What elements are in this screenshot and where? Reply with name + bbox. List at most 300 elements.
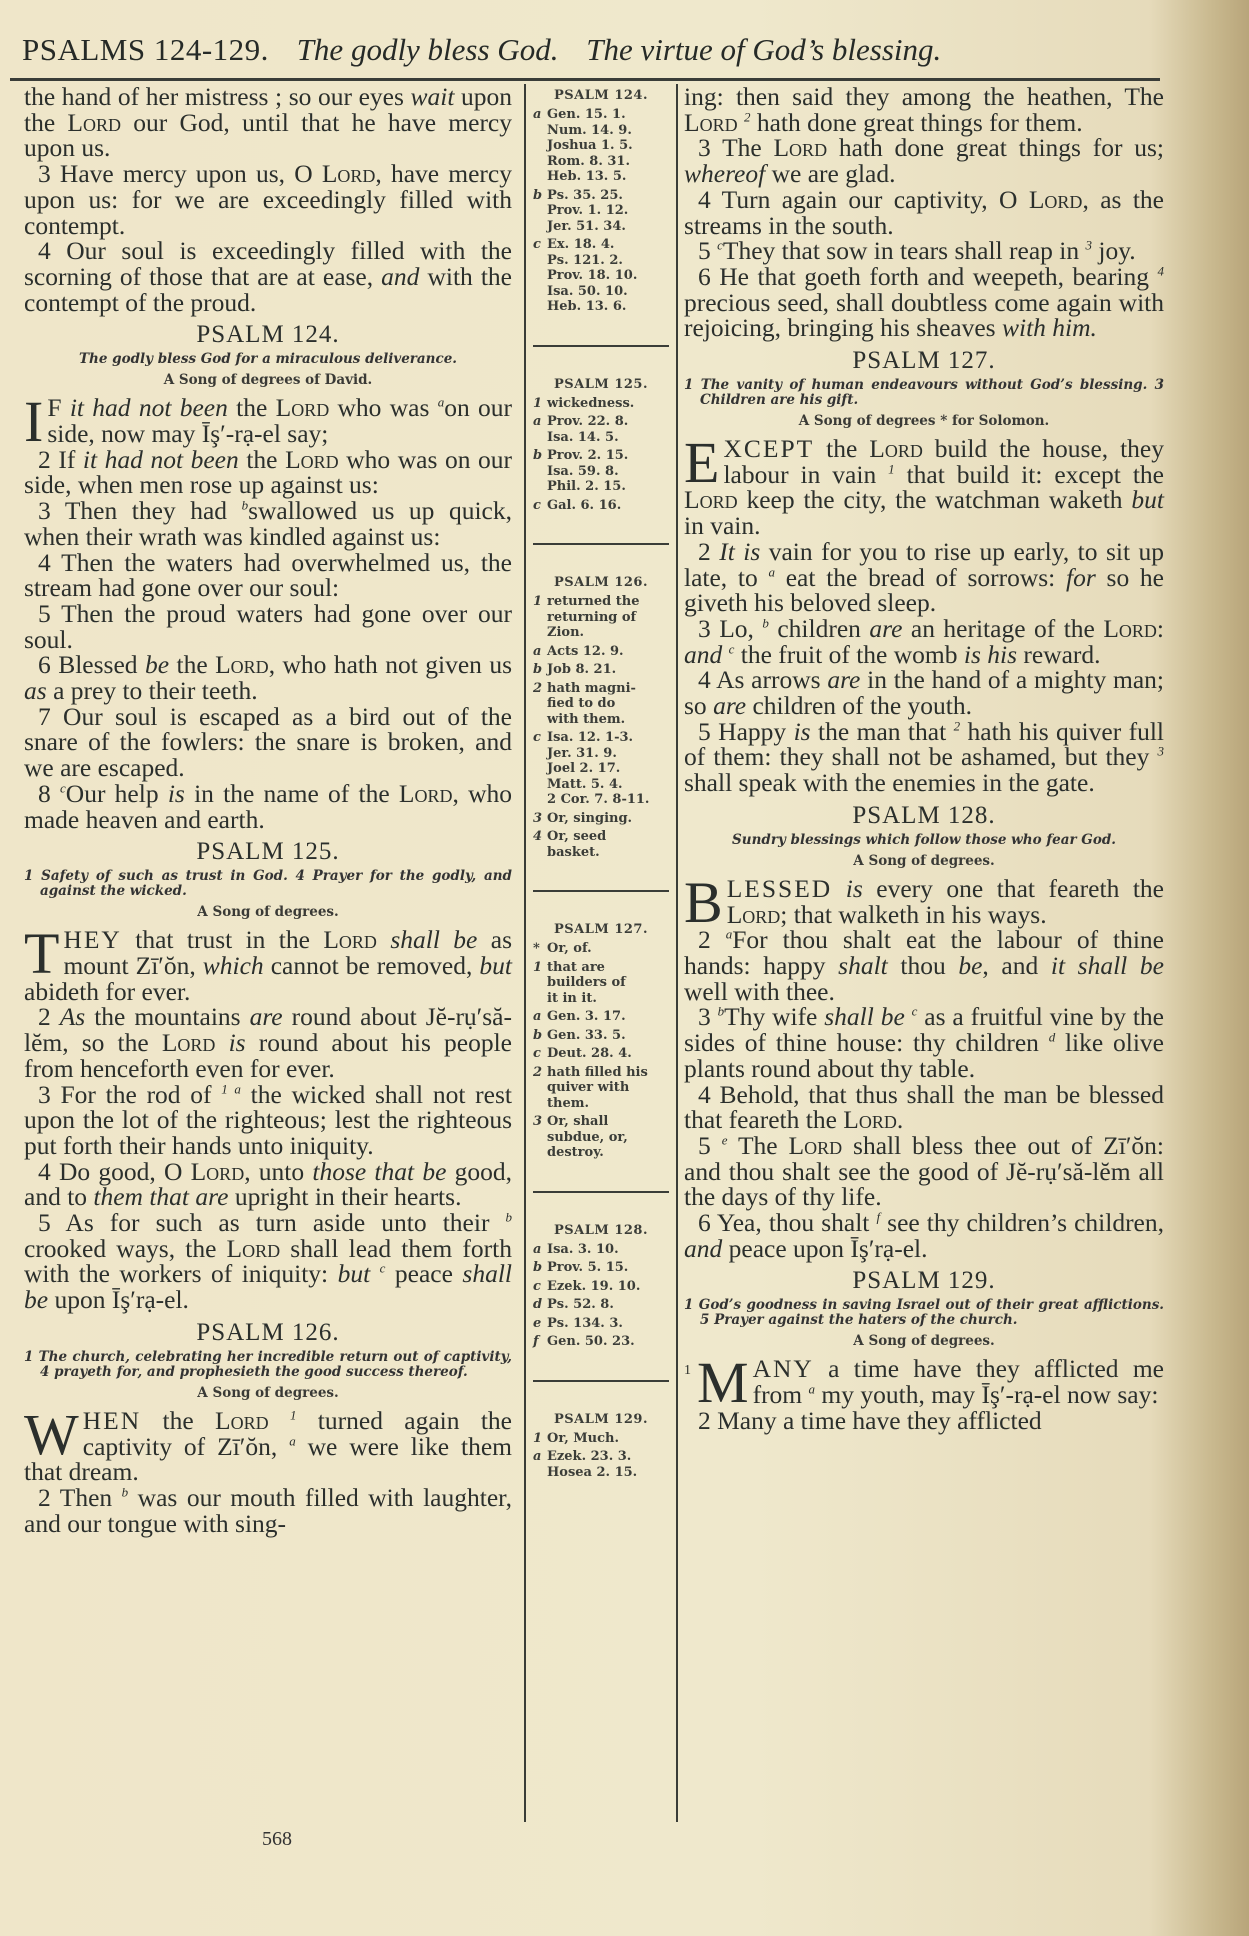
reference-line: quiver with <box>547 1080 630 1095</box>
psalm-summary: The godly bless God for a miraculous deliverance. <box>79 351 457 368</box>
text-run: hath done great things for them. <box>750 107 1083 137</box>
reference-line: basket. <box>547 844 600 860</box>
reference-item <box>533 1449 669 1480</box>
reference-line: Ps. 52. 8. <box>547 1297 614 1312</box>
text-run: hath done great things for us; <box>827 133 1164 163</box>
reference-line: hath filled his <box>547 1064 648 1080</box>
italic-text: and <box>684 1233 723 1263</box>
text-run: upon the <box>24 82 513 137</box>
verse: 5 Then the proud waters had gone over our soul. <box>24 598 512 654</box>
reference-item <box>533 1431 669 1447</box>
reference-key: a <box>533 643 542 659</box>
psalm-summary: 1 Safety of such as trust in God. 4 Prayer for the godly, and against the wicked. <box>24 868 512 900</box>
text-run: thou <box>887 950 959 980</box>
verse <box>24 778 513 834</box>
text-run: as a fruitful vine by the sides of thine house: thy children <box>684 1002 1164 1058</box>
italic-text: shall be <box>390 925 478 955</box>
reference-line: Heb. 13. 5. <box>547 169 627 184</box>
verse <box>684 869 1165 935</box>
cross-reference-column <box>533 88 669 1483</box>
reference-line: 2 Cor. 7. 8-11. <box>547 792 650 807</box>
psalm-title: PSALM 126. <box>196 1318 340 1346</box>
text-run: every one that feareth the <box>862 873 1165 903</box>
text-run: 5 <box>698 236 718 266</box>
reference-line: Isa. 14. 5. <box>547 429 619 445</box>
reference-marker: a <box>725 926 733 942</box>
verse-number: 1 <box>684 1363 691 1379</box>
reference-key: c <box>533 730 541 745</box>
reference-item <box>533 941 669 957</box>
italic-text: shall be <box>824 1002 905 1032</box>
verse <box>24 1079 513 1160</box>
text-run: The <box>727 1130 789 1160</box>
reference-key: d <box>533 1297 543 1312</box>
text-run: , as the streams in the south. <box>684 184 1164 240</box>
verse: 7 Our soul is escaped as a bird out of the snare of the fowlers: the snare is broken, and we are escaped. <box>24 701 512 783</box>
reference-item <box>533 396 669 412</box>
italic-text: which <box>202 950 264 980</box>
text-run: Lord <box>321 159 376 189</box>
reference-key: 1 <box>533 594 543 609</box>
reference-marker: b <box>121 1484 129 1500</box>
reference-divider <box>533 890 669 892</box>
reference-line: Gal. 6. 16. <box>547 497 622 513</box>
text-run: good, and to <box>24 1156 512 1212</box>
italic-text: is <box>167 778 185 808</box>
text-run: shall lead them forth with the workers of iniquity: <box>24 1233 512 1289</box>
text-run: my youth, may Īş′-rạ-el now say: <box>815 1380 1159 1410</box>
italic-text: and <box>684 639 723 669</box>
reference-key: b <box>533 1260 543 1275</box>
page-number: 568 <box>262 1828 292 1850</box>
reference-item <box>533 237 669 315</box>
psalm-title: PSALM 127. <box>852 347 996 375</box>
reference-divider <box>533 1191 669 1193</box>
reference-line: them. <box>547 1095 590 1111</box>
text-run: Lord <box>67 107 122 137</box>
text-run: swallowed us up quick, when their wrath was kindled against us: <box>24 496 512 551</box>
text-run: ing: then said they among the heathen, The <box>684 82 1164 111</box>
verse <box>24 1482 512 1538</box>
text-run: ANY <box>752 1354 814 1384</box>
reference-line: Joshua 1. 5. <box>547 138 633 153</box>
italic-text: shalt <box>838 950 888 980</box>
verse <box>24 389 512 455</box>
italic-text: is his <box>963 639 1018 669</box>
italic-text: are <box>249 1002 283 1032</box>
running-head-reference: PSALMS 124-129. <box>22 32 269 67</box>
text-run: turned again the captivity of Zī′ŏn, <box>82 1405 512 1461</box>
reference-marker: 2 <box>743 109 751 125</box>
reference-item <box>533 644 669 660</box>
verse <box>684 716 1165 798</box>
reference-key: c <box>533 1046 541 1061</box>
italic-text: but <box>337 1259 371 1289</box>
reference-line: Rom. 8. 31. <box>547 153 630 169</box>
text-run: Lord <box>869 434 923 464</box>
reference-item <box>533 1334 669 1350</box>
reference-line: Joel 2. 17. <box>547 761 621 776</box>
italic-text: As <box>59 1002 86 1032</box>
text-run: keep the city, the watchman waketh <box>737 485 1132 515</box>
text-run: that trust in the <box>121 925 324 955</box>
text-run: cannot be removed, <box>263 950 480 980</box>
text-run: , have mercy upon us: for we are exceedingly filled with contempt. <box>24 159 512 240</box>
verse <box>684 665 1164 721</box>
text-run: F <box>47 393 70 423</box>
reference-key: 3 <box>533 1114 543 1129</box>
reference-line: Isa. 12. 1-3. <box>547 730 634 745</box>
verse <box>684 1350 1164 1416</box>
reference-item <box>533 188 669 235</box>
text-run: well with thee. <box>684 976 835 1006</box>
reference-block <box>533 377 669 514</box>
reference-item <box>533 1242 669 1258</box>
reference-item <box>533 811 669 827</box>
right-text-column <box>684 84 1164 1434</box>
reference-block <box>533 922 669 1161</box>
reference-key: 1 <box>533 395 543 411</box>
text-run: our God, until that he have mercy upon us. <box>24 107 512 163</box>
verse <box>24 921 512 1006</box>
reference-block <box>533 1412 669 1481</box>
reference-line: fied to do <box>547 696 616 711</box>
reference-line: wickedness. <box>547 395 635 411</box>
text-run: Lord <box>684 107 738 137</box>
italic-text: be <box>958 950 983 980</box>
reference-line: Heb. 13. 6. <box>547 299 627 314</box>
reference-line: Zion. <box>547 625 585 640</box>
reference-item <box>533 107 669 185</box>
reference-line: Or, singing. <box>547 810 633 826</box>
text-run: Lord <box>1103 613 1157 643</box>
reference-item <box>533 1260 669 1276</box>
reference-marker: 4 <box>1157 263 1164 279</box>
text-run: with the contempt of the proud. <box>24 261 512 317</box>
text-run: like olive plants round about thy table. <box>684 1028 1164 1083</box>
text-run: so he giveth his beloved sleep. <box>684 562 1165 618</box>
reference-heading: PSALM 124. <box>554 88 648 103</box>
text-run: HEN <box>82 1405 142 1435</box>
verse <box>684 238 1164 264</box>
psalm-summary: 1 The vanity of human endeavours without God’s blessing. 3 Children are his gift. <box>684 377 1164 409</box>
text-run: Lord <box>190 1156 245 1186</box>
italic-text: them that are <box>93 1182 229 1212</box>
verse <box>24 1401 512 1487</box>
text-run: in the hand of a mighty man; so <box>684 665 1164 721</box>
text-run: the <box>238 444 286 474</box>
reference-key: 1 <box>533 959 543 975</box>
verse <box>684 927 1164 1004</box>
text-run: in the name of the <box>184 778 399 808</box>
italic-text: is <box>793 716 811 746</box>
reference-line: destroy. <box>547 1145 604 1160</box>
drop-cap: T <box>24 921 60 987</box>
text-run: round about his people from henceforth even for ever. <box>24 1028 512 1083</box>
text-run: in vain. <box>684 511 761 541</box>
text-run: children of the youth. <box>746 691 973 721</box>
reference-line: Matt. 5. 4. <box>547 776 623 792</box>
text-run: Lord <box>323 925 377 955</box>
reference-line: Or, of. <box>547 941 592 956</box>
column-divider-right <box>676 84 678 1822</box>
text-run: the wicked shall not rest upon the lot of the righteous; lest the righteous put forth their hands unto iniquity. <box>24 1079 513 1160</box>
drop-cap: W <box>24 1401 79 1467</box>
psalm-summary: 1 God’s goodness in saving Israel out of their great afflictions. 5 Prayer against the haters of the church. <box>684 1297 1164 1329</box>
text-run: 5 As for such as turn aside unto their <box>38 1208 506 1238</box>
italic-text: it had not been <box>69 393 228 423</box>
verse <box>684 133 1164 189</box>
reference-heading: PSALM 126. <box>554 575 648 590</box>
reference-line: Phil. 2. 15. <box>547 479 626 494</box>
verse <box>24 1210 512 1313</box>
italic-text: with him. <box>1001 313 1097 343</box>
reference-line: Prov. 1. 12. <box>547 203 629 218</box>
verse <box>684 1004 1164 1081</box>
text-run: Lord <box>161 1028 216 1058</box>
reference-line: Isa. 3. 10. <box>547 1241 619 1257</box>
italic-text: are <box>827 665 861 695</box>
reference-marker: 1 a <box>221 1081 241 1096</box>
reference-key: 2 <box>533 680 543 696</box>
reference-item <box>533 730 669 808</box>
reference-marker: a <box>437 394 445 410</box>
psalm-superscription: A Song of degrees. <box>853 852 995 869</box>
reference-marker: 3 <box>1157 743 1164 759</box>
reference-line: Or, seed <box>547 829 607 844</box>
reference-line: Acts 12. 9. <box>547 643 624 659</box>
reference-block <box>533 1223 669 1350</box>
verse <box>684 536 1165 618</box>
text-run: abideth for ever. <box>24 976 191 1006</box>
reference-line: Prov. 5. 15. <box>547 1260 629 1275</box>
reference-marker: c <box>60 780 66 796</box>
text-run: , who made heaven and earth. <box>24 778 513 834</box>
text-run: 2 If <box>38 444 83 474</box>
psalm-title: PSALM 129. <box>852 1267 996 1295</box>
verse <box>24 444 513 500</box>
reference-key: b <box>533 662 543 677</box>
reference-divider <box>533 1380 669 1382</box>
text-run: 6 Blessed <box>38 650 145 680</box>
text-run: the <box>141 1405 216 1435</box>
reference-marker: c <box>728 641 735 657</box>
verse-continuation <box>684 84 1164 135</box>
reference-divider <box>533 345 669 347</box>
reference-line: Ezek. 23. 3. <box>547 1449 632 1464</box>
reference-line: Ps. 121. 2. <box>547 252 623 268</box>
text-run: 2 <box>698 536 720 566</box>
reference-line: Isa. 59. 8. <box>547 463 619 479</box>
text-run: Lord <box>788 1130 843 1160</box>
text-run: 3 Have mercy upon us, O <box>38 159 322 189</box>
reference-item <box>533 448 669 495</box>
reference-marker: c <box>717 237 723 253</box>
reference-key: 4 <box>533 829 543 844</box>
verse <box>24 1156 512 1212</box>
reference-line: with them. <box>547 711 626 727</box>
reference-line: it in it. <box>547 990 597 1006</box>
reference-key: 1 <box>533 1430 543 1446</box>
running-head-right-subject: The virtue of God’s blessing. <box>586 32 942 67</box>
reference-item <box>533 1009 669 1025</box>
text-run: peace <box>385 1259 463 1289</box>
text-run: 5 Happy <box>698 716 794 746</box>
italic-text: whereof <box>684 159 766 189</box>
text-run: 3 Then they had <box>38 496 242 526</box>
psalm-superscription: A Song of degrees. <box>853 1333 995 1350</box>
text-run: the mountains <box>85 1002 250 1032</box>
text-run: 4 Behold, that thus shall the man be blessed that feareth the <box>684 1079 1164 1135</box>
text-run: HEY <box>63 925 122 955</box>
reference-line: hath magni- <box>547 680 636 696</box>
text-run: 4 Turn again our captivity, O <box>698 184 1029 214</box>
italic-text: it shall be <box>1050 950 1164 980</box>
text-run: Lord <box>275 393 330 423</box>
reference-item <box>533 829 669 860</box>
text-run: : <box>1156 613 1165 643</box>
text-run: Lord <box>843 1105 897 1135</box>
reference-item <box>533 1114 669 1161</box>
reference-line: returning of <box>547 609 637 625</box>
reference-marker: 1 <box>289 1407 297 1423</box>
verse: 2 Many a time have they afflicted <box>698 1405 1042 1435</box>
verse <box>24 238 512 315</box>
reference-marker: c <box>911 1003 918 1019</box>
psalm-superscription: A Song of degrees * for Solomon. <box>798 413 1050 430</box>
reference-line: Deut. 28. 4. <box>547 1046 632 1061</box>
reference-marker: 1 <box>888 461 895 477</box>
psalm-title: PSALM 128. <box>852 801 996 829</box>
reference-key: b <box>533 187 543 203</box>
reference-line: Ezek. 19. 10. <box>547 1278 641 1294</box>
column-divider-left <box>524 84 526 1822</box>
reference-item <box>533 1316 669 1332</box>
text-run: the <box>227 393 276 423</box>
text-run: children <box>768 613 870 643</box>
verse <box>684 1079 1164 1135</box>
reference-marker: a <box>808 1381 816 1397</box>
text-run: shall speak with the enemies in the gate. <box>684 768 1095 798</box>
text-run: 6 Yea, thou shalt <box>698 1208 877 1238</box>
reference-marker: c <box>379 1260 386 1276</box>
text-run: Lord <box>726 899 781 929</box>
reference-key: 3 <box>533 810 543 826</box>
reference-block <box>533 575 669 860</box>
reference-line: Gen. 15. 1. <box>547 107 626 122</box>
text-run: , who hath not given us <box>268 650 513 680</box>
left-text-column <box>24 84 512 1536</box>
psalm-superscription: A Song of degrees of David. <box>163 372 373 389</box>
italic-text: are <box>869 613 903 643</box>
text-run: ; that walketh in his ways. <box>780 899 1047 929</box>
text-run: reward. <box>1017 639 1101 669</box>
reference-item <box>533 414 669 445</box>
reference-key: * <box>533 941 540 956</box>
verse <box>24 161 512 238</box>
text-run: , and <box>982 950 1051 980</box>
reference-line: returned the <box>547 594 640 609</box>
text-run: the <box>814 434 870 464</box>
text-run: peace upon Īş′rạ-el. <box>722 1233 928 1263</box>
text-run: 4 As arrows <box>698 665 828 695</box>
verse <box>24 650 513 706</box>
reference-line: builders of <box>547 975 626 990</box>
text-run: as mount Zī′ŏn, <box>63 925 512 980</box>
reference-line: that are <box>547 959 605 975</box>
text-run: round about Jĕ-rụ′să-lĕm, so the <box>24 1002 512 1058</box>
italic-text: It is <box>719 536 761 566</box>
reference-marker: b <box>762 615 769 631</box>
reference-marker: f <box>876 1209 881 1225</box>
italic-text: and <box>381 261 420 291</box>
italic-text: but <box>1131 485 1164 515</box>
reference-marker: a <box>289 1433 296 1449</box>
text-run: 2 <box>698 925 726 955</box>
reference-line: Or, shall <box>547 1114 609 1129</box>
reference-item <box>533 1028 669 1044</box>
reference-line: Hosea 2. 15. <box>547 1464 638 1480</box>
reference-line: subdue, or, <box>547 1129 628 1145</box>
reference-block <box>533 88 669 315</box>
text-run: we are glad. <box>765 159 896 189</box>
text-run: 8 <box>38 778 60 808</box>
text-run: hath his quiver full of them: they shall not be ashamed, but they <box>684 716 1165 772</box>
italic-text: for <box>1066 562 1096 592</box>
text-run: 5 <box>698 1130 722 1160</box>
reference-item <box>533 1297 669 1313</box>
text-run: 4 Our soul is exceedingly filled with the scorning of those that are at ease, <box>24 236 512 291</box>
reference-key: a <box>533 414 542 429</box>
reference-key: c <box>533 1278 541 1294</box>
verse <box>684 613 1165 669</box>
italic-text: be <box>144 650 170 680</box>
text-run: a time have they afflicted me from <box>752 1354 1164 1410</box>
psalm-summary: Sundry blessings which follow those who fear God. <box>732 831 1116 848</box>
drop-cap: I <box>24 389 44 455</box>
reference-key: a <box>533 1009 542 1024</box>
verse: 4 Then the waters had overwhelmed us, the stream had gone over our soul: <box>24 547 512 603</box>
reference-line: Prov. 18. 10. <box>547 268 638 283</box>
text-run: For thou shalt eat the labour of thine hands: happy <box>684 925 1165 980</box>
text-run: Lord <box>398 778 453 808</box>
text-run: Lord <box>226 1233 281 1263</box>
text-run: Thy wife <box>724 1002 825 1032</box>
reference-key: b <box>533 448 543 463</box>
text-run: 3 Lo, <box>698 613 763 643</box>
drop-cap: B <box>684 869 723 935</box>
reference-heading: PSALM 129. <box>554 1411 648 1427</box>
psalm-title: PSALM 125. <box>196 838 340 866</box>
reference-item <box>533 594 669 641</box>
italic-text: are <box>713 691 747 721</box>
reference-marker: 3 <box>1085 237 1092 253</box>
text-run: upon Īş′rạ-el. <box>48 1285 189 1315</box>
italic-text: but <box>479 950 512 980</box>
text-run: They that sow in tears shall reap in <box>722 236 1086 266</box>
italic-text: is <box>845 873 863 903</box>
drop-cap: M <box>697 1350 749 1416</box>
text-run: LESSED <box>726 873 833 903</box>
text-run: the fruit of the womb <box>734 639 964 669</box>
text-run: 3 For the rod of <box>38 1079 222 1109</box>
reference-heading: PSALM 125. <box>554 376 648 392</box>
text-run: who was on our side, when men rose up against us: <box>24 444 513 500</box>
verse <box>684 1210 1164 1261</box>
text-run: build the house, they labour in vain <box>723 434 1165 489</box>
reference-item <box>533 681 669 728</box>
reference-key: a <box>533 1241 542 1257</box>
